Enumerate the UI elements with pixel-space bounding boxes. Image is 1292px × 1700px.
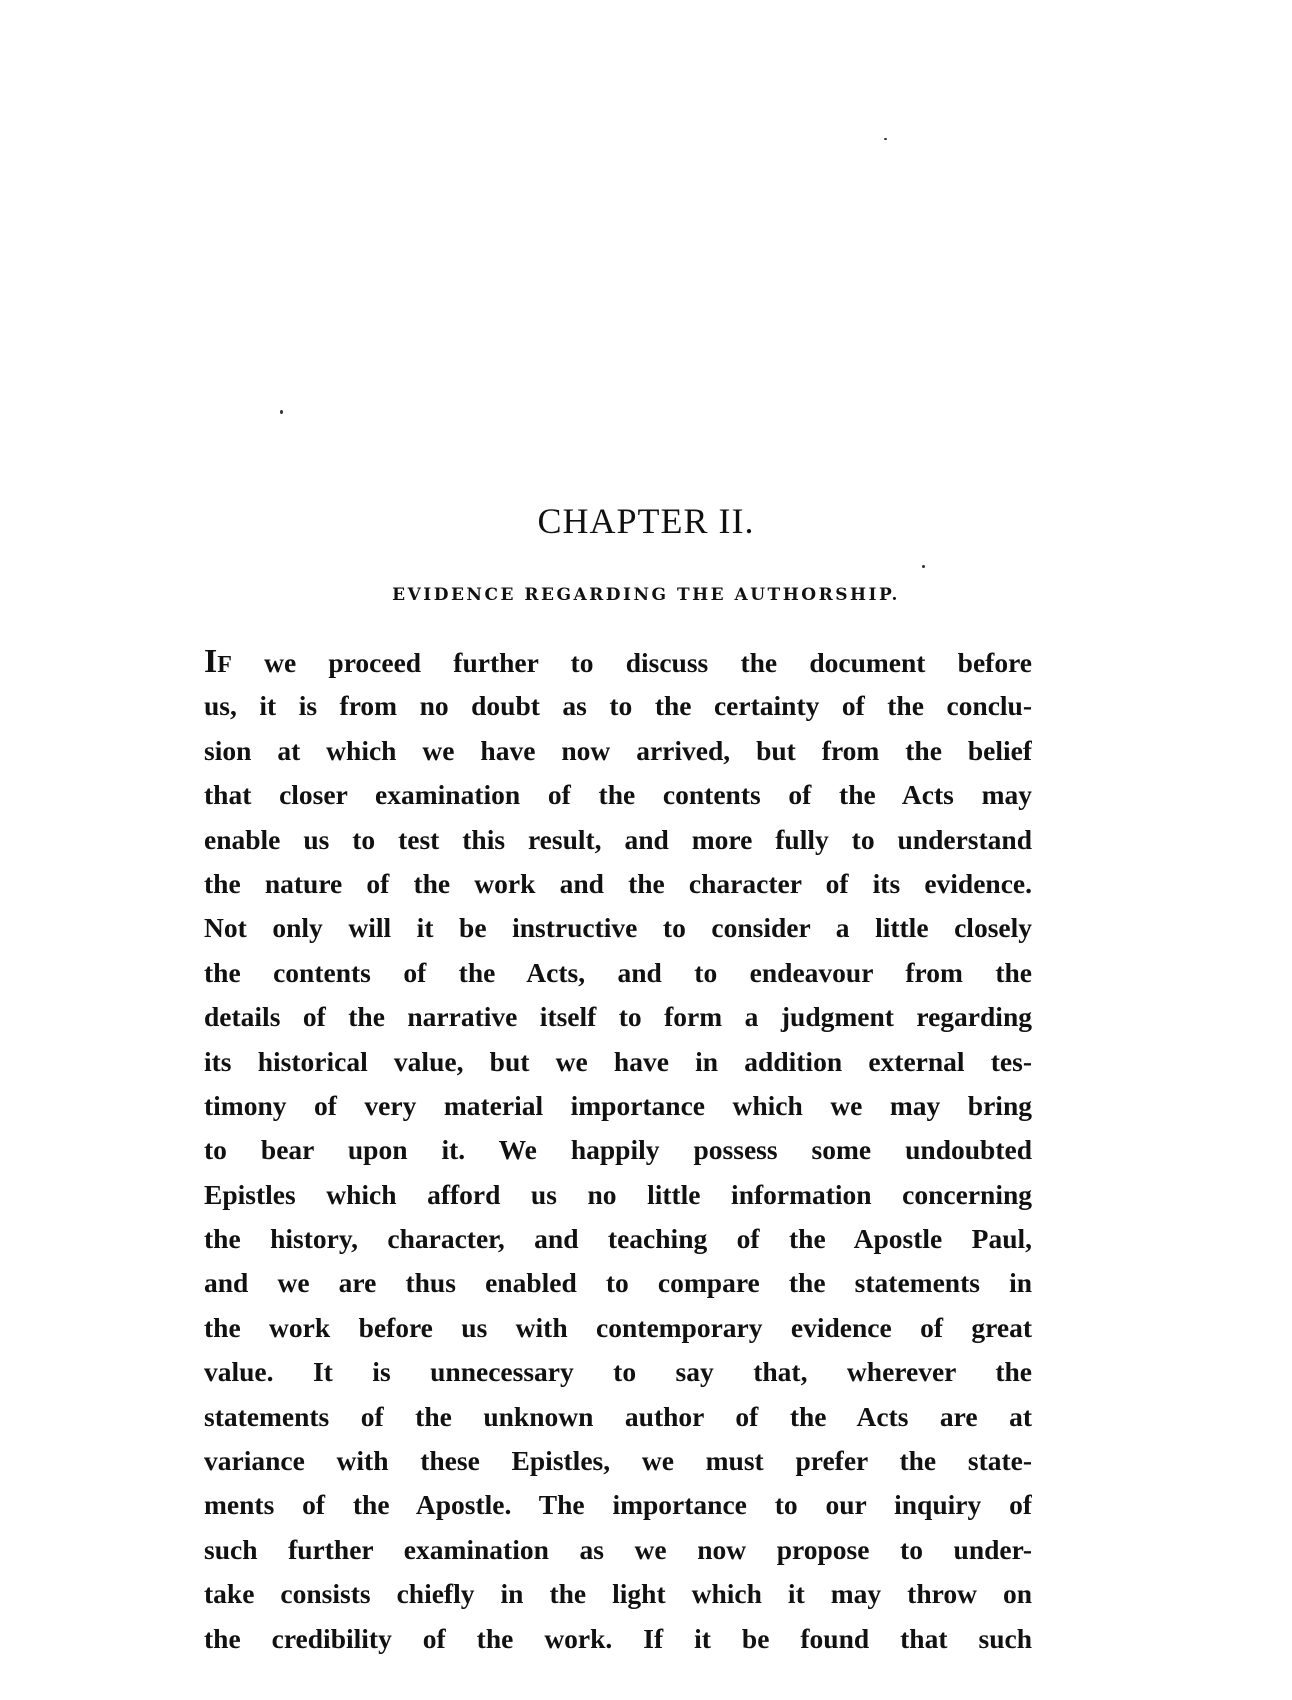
text-line: take consists chiefly in the light which it may throw on [204,1578,1032,1610]
text-line: sion at which we have now arrived, but from the belief [204,734,1032,766]
chapter-subtitle: EVIDENCE REGARDING THE AUTHORSHIP. [392,585,900,605]
text-line: ments of the Apostle. The importance to our inquiry of [204,1489,1032,1521]
text-line: Epistles which afford us no little information concerning [204,1178,1032,1210]
text-line: variance with these Epistles, we must prefer the state- [204,1445,1032,1477]
chapter-body-text [204,640,1032,1661]
text-line: such further examination as we now propose to under- [204,1533,1032,1565]
text-line: its historical value, but we have in addition external tes- [204,1045,1032,1077]
scan-speck [280,410,283,414]
text-line: the work before us with contemporary evidence of great [204,1311,1032,1343]
text-line: the credibility of the work. If it be found that such [204,1622,1032,1654]
text-line: the nature of the work and the character of its evidence. [204,867,1032,899]
text-line: the history, character, and teaching of the Apostle Paul, [204,1223,1032,1255]
text-line: Not only will it be instructive to consider a little closely [204,912,1032,944]
text-line: us, it is from no doubt as to the certainty of the conclu- [204,690,1032,722]
scan-speck [884,138,887,140]
dropcap: If [204,643,232,680]
text-line: and we are thus enabled to compare the statements in [204,1267,1032,1299]
text-line: the contents of the Acts, and to endeavour from the [204,956,1032,988]
text-line: details of the narrative itself to form a judgment regarding [204,1001,1032,1033]
chapter-heading: CHAPTER II. [537,501,755,541]
scan-speck [922,565,925,568]
text-line: to bear upon it. We happily possess some undoubted [204,1134,1032,1166]
text-line: If we proceed further to discuss the document before [204,643,1032,680]
text-line: statements of the unknown author of the Acts are at [204,1400,1032,1432]
text-line: that closer examination of the contents of the Acts may [204,779,1032,811]
text-line: value. It is unnecessary to say that, wherever the [204,1356,1032,1388]
text-line: enable us to test this result, and more fully to understand [204,823,1032,855]
text-line: timony of very material importance which we may bring [204,1089,1032,1121]
